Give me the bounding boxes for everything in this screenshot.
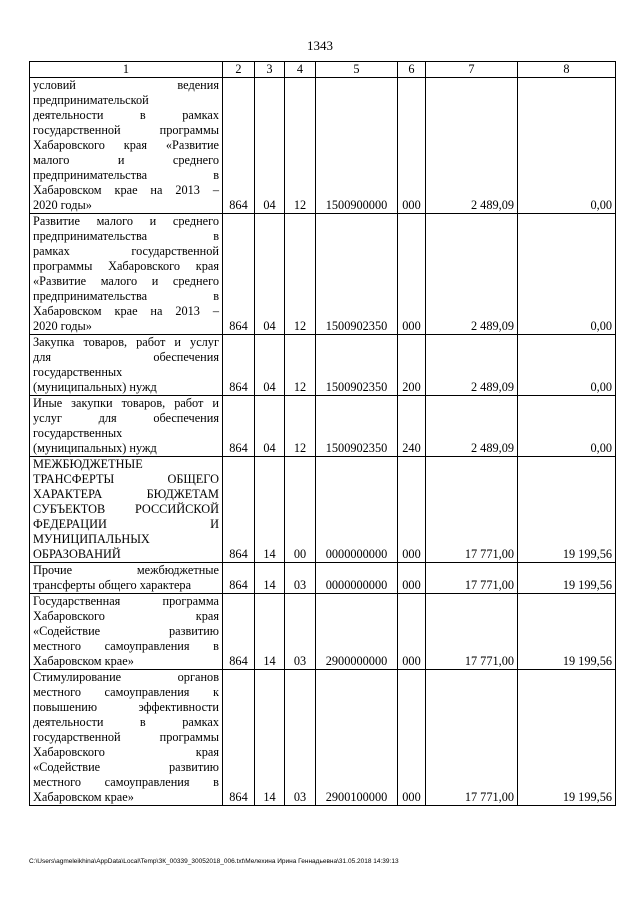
row-name-line: ОБРАЗОВАНИЙ <box>33 547 121 561</box>
column-header: 6 <box>398 62 426 78</box>
row-name-line: Хабаровского края «Развитие <box>33 138 219 152</box>
column-header: 8 <box>518 62 616 78</box>
cell-pr: 12 <box>285 335 316 396</box>
row-name-line: «Развитие малого и среднего <box>33 274 219 288</box>
column-header: 1 <box>30 62 223 78</box>
row-name <box>30 78 223 214</box>
table-row <box>30 396 616 457</box>
row-name-line: условий ведения <box>33 78 219 92</box>
row-name-line: рамках государственной <box>33 244 219 258</box>
row-name-line: ТРАНСФЕРТЫ ОБЩЕГО <box>33 472 219 486</box>
row-name-line: МЕЖБЮДЖЕТНЫЕ <box>33 457 143 471</box>
cell-vr: 000 <box>398 563 426 594</box>
table-row <box>30 457 616 563</box>
cell-rz: 14 <box>255 457 285 563</box>
cell-pr: 03 <box>285 563 316 594</box>
cell-sum2: 19 199,56 <box>518 594 616 670</box>
row-name-line: государственных <box>33 365 123 379</box>
row-name <box>30 396 223 457</box>
row-name-line: Хабаровском крае» <box>33 654 134 668</box>
cell-rz: 04 <box>255 335 285 396</box>
row-name-line: предпринимательства в <box>33 168 219 182</box>
row-name-line: Стимулирование органов <box>33 670 219 684</box>
cell-ved: 864 <box>223 335 255 396</box>
cell-sum1: 2 489,09 <box>426 78 518 214</box>
row-name-line: государственных <box>33 426 123 440</box>
page-number: 1343 <box>307 38 333 53</box>
table-header-row <box>30 62 616 78</box>
row-name-line: трансферты общего характера <box>33 578 192 592</box>
cell-ved: 864 <box>223 457 255 563</box>
row-name-line: МУНИЦИПАЛЬНЫХ <box>33 532 150 546</box>
row-name-line: Государственная программа <box>33 594 219 608</box>
cell-csr: 0000000000 <box>316 457 398 563</box>
column-header: 5 <box>316 62 398 78</box>
row-name-line: Хабаровском крае на 2013 – <box>33 304 219 318</box>
cell-rz: 14 <box>255 563 285 594</box>
cell-vr: 000 <box>398 214 426 335</box>
table-row <box>30 78 616 214</box>
column-header: 3 <box>255 62 285 78</box>
cell-rz: 14 <box>255 594 285 670</box>
cell-pr: 12 <box>285 78 316 214</box>
cell-sum1: 17 771,00 <box>426 457 518 563</box>
row-name-line: Хабаровского края <box>33 745 219 759</box>
row-name-line: программы Хабаровского края <box>33 259 219 273</box>
row-name-line: деятельности в рамках <box>33 108 219 122</box>
row-name-line: местного самоуправления в <box>33 639 219 653</box>
table-row <box>30 335 616 396</box>
budget-table <box>29 61 616 806</box>
cell-csr: 2900000000 <box>316 594 398 670</box>
table-row <box>30 594 616 670</box>
cell-ved: 864 <box>223 563 255 594</box>
cell-sum2: 19 199,56 <box>518 563 616 594</box>
cell-rz: 04 <box>255 78 285 214</box>
cell-sum2: 0,00 <box>518 214 616 335</box>
cell-pr: 12 <box>285 396 316 457</box>
row-name-line: предпринимательской <box>33 93 149 107</box>
row-name-line: Хабаровском крае на 2013 – <box>33 183 219 197</box>
row-name-line: ФЕДЕРАЦИИ И <box>33 517 219 531</box>
table-row <box>30 670 616 806</box>
row-name-line: Хабаровском крае» <box>33 790 134 804</box>
cell-ved: 864 <box>223 78 255 214</box>
column-header: 4 <box>285 62 316 78</box>
cell-rz: 14 <box>255 670 285 806</box>
cell-sum1: 17 771,00 <box>426 670 518 806</box>
cell-csr: 1500902350 <box>316 335 398 396</box>
cell-vr: 200 <box>398 335 426 396</box>
row-name-line: (муниципальных) нужд <box>33 380 157 394</box>
cell-csr: 1500902350 <box>316 214 398 335</box>
row-name <box>30 594 223 670</box>
cell-csr: 0000000000 <box>316 563 398 594</box>
row-name-line: деятельности в рамках <box>33 715 219 729</box>
row-name-line: Иные закупки товаров, работ и <box>33 396 219 410</box>
cell-rz: 04 <box>255 396 285 457</box>
row-name-line: малого и среднего <box>33 153 219 167</box>
row-name-line: (муниципальных) нужд <box>33 441 157 455</box>
table-row <box>30 214 616 335</box>
row-name-line: местного самоуправления к <box>33 685 219 699</box>
row-name-line: 2020 годы» <box>33 198 92 212</box>
row-name-line: государственной программы <box>33 123 219 137</box>
cell-vr: 000 <box>398 78 426 214</box>
row-name-line: СУБЪЕКТОВ РОССИЙСКОЙ <box>33 502 219 516</box>
cell-sum2: 0,00 <box>518 78 616 214</box>
cell-ved: 864 <box>223 214 255 335</box>
row-name-line: ХАРАКТЕРА БЮДЖЕТАМ <box>33 487 219 501</box>
cell-vr: 000 <box>398 594 426 670</box>
table-row <box>30 563 616 594</box>
cell-sum2: 19 199,56 <box>518 457 616 563</box>
cell-ved: 864 <box>223 670 255 806</box>
row-name-line: для обеспечения <box>33 350 219 364</box>
cell-sum1: 2 489,09 <box>426 396 518 457</box>
row-name-line: Развитие малого и среднего <box>33 214 219 228</box>
cell-vr: 000 <box>398 670 426 806</box>
row-name <box>30 457 223 563</box>
row-name <box>30 563 223 594</box>
row-name-line: 2020 годы» <box>33 319 92 333</box>
cell-sum1: 2 489,09 <box>426 214 518 335</box>
cell-sum2: 0,00 <box>518 335 616 396</box>
row-name-line: предпринимательства в <box>33 289 219 303</box>
cell-csr: 1500900000 <box>316 78 398 214</box>
cell-sum1: 17 771,00 <box>426 563 518 594</box>
row-name-line: государственной программы <box>33 730 219 744</box>
cell-rz: 04 <box>255 214 285 335</box>
cell-sum2: 0,00 <box>518 396 616 457</box>
cell-pr: 03 <box>285 594 316 670</box>
cell-ved: 864 <box>223 396 255 457</box>
row-name-line: местного самоуправления в <box>33 775 219 789</box>
row-name-line: повышению эффективности <box>33 700 219 714</box>
cell-sum1: 2 489,09 <box>426 335 518 396</box>
row-name-line: услуг для обеспечения <box>33 411 219 425</box>
column-header: 7 <box>426 62 518 78</box>
row-name <box>30 670 223 806</box>
row-name-line: «Содействие развитию <box>33 760 219 774</box>
row-name-line: Прочие межбюджетные <box>33 563 219 577</box>
cell-pr: 03 <box>285 670 316 806</box>
column-header: 2 <box>223 62 255 78</box>
row-name-line: «Содействие развитию <box>33 624 219 638</box>
cell-vr: 240 <box>398 396 426 457</box>
cell-csr: 2900100000 <box>316 670 398 806</box>
footer-file-path: C:\Users\agmeleikhina\AppData\Local\Temp\ЗК_00339_30052018_006.txt\Мелехина Ирина Геннадьевна\31.05.2018 14:39:13 <box>29 858 399 865</box>
cell-vr: 000 <box>398 457 426 563</box>
cell-pr: 00 <box>285 457 316 563</box>
row-name-line: предпринимательства в <box>33 229 219 243</box>
cell-sum2: 19 199,56 <box>518 670 616 806</box>
cell-sum1: 17 771,00 <box>426 594 518 670</box>
row-name <box>30 335 223 396</box>
cell-csr: 1500902350 <box>316 396 398 457</box>
row-name-line: Закупка товаров, работ и услуг <box>33 335 219 349</box>
row-name-line: Хабаровского края <box>33 609 219 623</box>
cell-ved: 864 <box>223 594 255 670</box>
cell-pr: 12 <box>285 214 316 335</box>
row-name <box>30 214 223 335</box>
